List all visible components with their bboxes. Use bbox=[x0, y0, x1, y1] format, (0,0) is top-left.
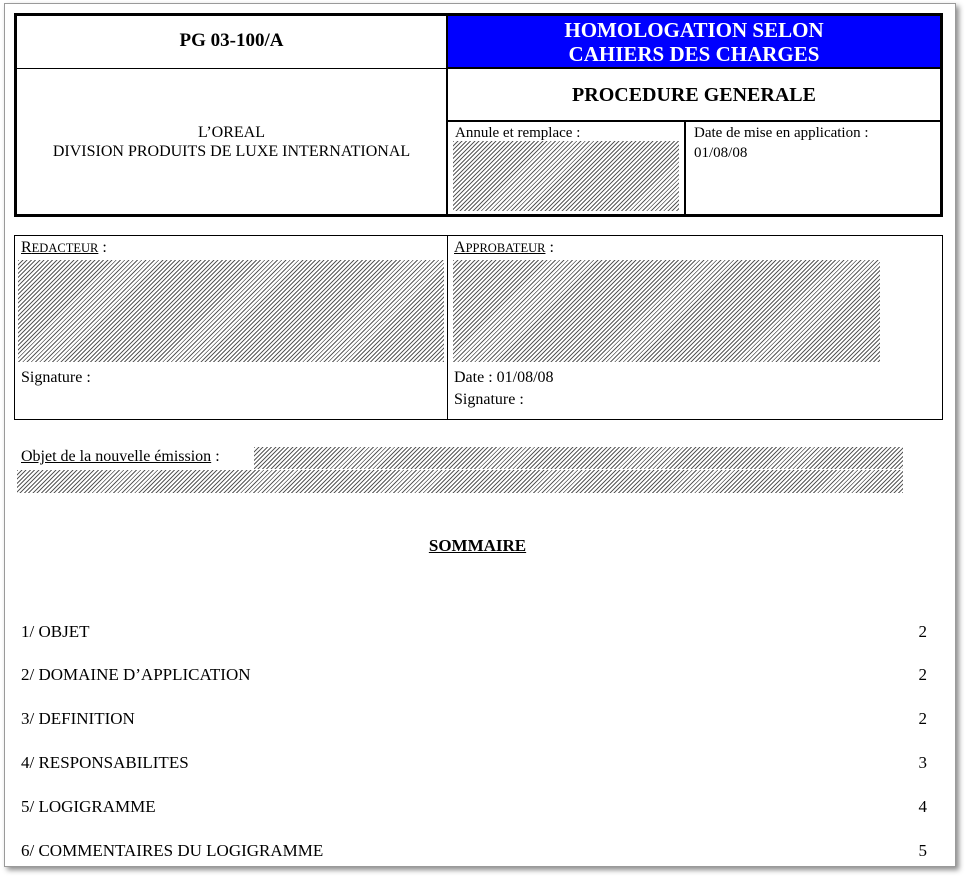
toc-item-label[interactable]: 3/ DEFINITION bbox=[21, 709, 135, 728]
toc-item-label[interactable]: 5/ LOGIGRAMME bbox=[21, 797, 156, 816]
title-banner bbox=[448, 16, 940, 67]
company-name bbox=[17, 123, 446, 161]
toc-item-page: 4 bbox=[918, 797, 927, 816]
document-code: PG 03-100/A bbox=[179, 30, 284, 51]
redacted-redacteur bbox=[18, 260, 444, 362]
summary-title: SOMMAIRE bbox=[428, 536, 527, 555]
toc-item-label[interactable]: 2/ DOMAINE D’APPLICATION bbox=[21, 665, 251, 684]
procedure-title: PROCEDURE GENERALE bbox=[572, 84, 816, 106]
toc-item-page: 2 bbox=[918, 709, 927, 728]
approbateur-signature-label: Signature : bbox=[454, 391, 524, 408]
redacted-approbateur bbox=[453, 260, 880, 362]
redacted-object-line2 bbox=[17, 470, 903, 493]
toc-item-page: 3 bbox=[918, 753, 927, 772]
toc-item-label[interactable]: 6/ COMMENTAIRES DU LOGIGRAMME bbox=[21, 841, 324, 860]
toc-item-label[interactable]: 1/ OBJET bbox=[21, 622, 90, 641]
effective-date-label: Date de mise en application : bbox=[694, 125, 869, 141]
object-label: Objet de la nouvelle émission : bbox=[21, 448, 220, 465]
company-line-2: DIVISION PRODUITS DE LUXE INTERNATIONAL bbox=[52, 143, 411, 160]
banner-line-2: CAHIERS DES CHARGES bbox=[568, 42, 820, 66]
toc-item-page: 5 bbox=[918, 841, 927, 860]
banner-line-1: HOMOLOGATION SELON bbox=[564, 18, 824, 42]
company-line-1: L’OREAL bbox=[198, 124, 265, 141]
toc-item-label[interactable]: 4/ RESPONSABILITES bbox=[21, 753, 189, 772]
toc-item-page: 2 bbox=[918, 665, 927, 684]
redacted-replaces bbox=[453, 141, 679, 211]
effective-date-value: 01/08/08 bbox=[694, 145, 748, 161]
approbateur-heading: APPROBATEUR : bbox=[454, 239, 554, 256]
toc-item-page: 2 bbox=[918, 622, 927, 641]
replaces-label: Annule et remplace : bbox=[455, 125, 581, 141]
approbateur-date: Date : 01/08/08 bbox=[454, 369, 554, 386]
redacteur-heading: REDACTEUR : bbox=[21, 239, 107, 256]
redacted-object-line1 bbox=[254, 447, 903, 469]
document-page bbox=[4, 3, 956, 867]
redacteur-signature-label: Signature : bbox=[21, 369, 91, 386]
